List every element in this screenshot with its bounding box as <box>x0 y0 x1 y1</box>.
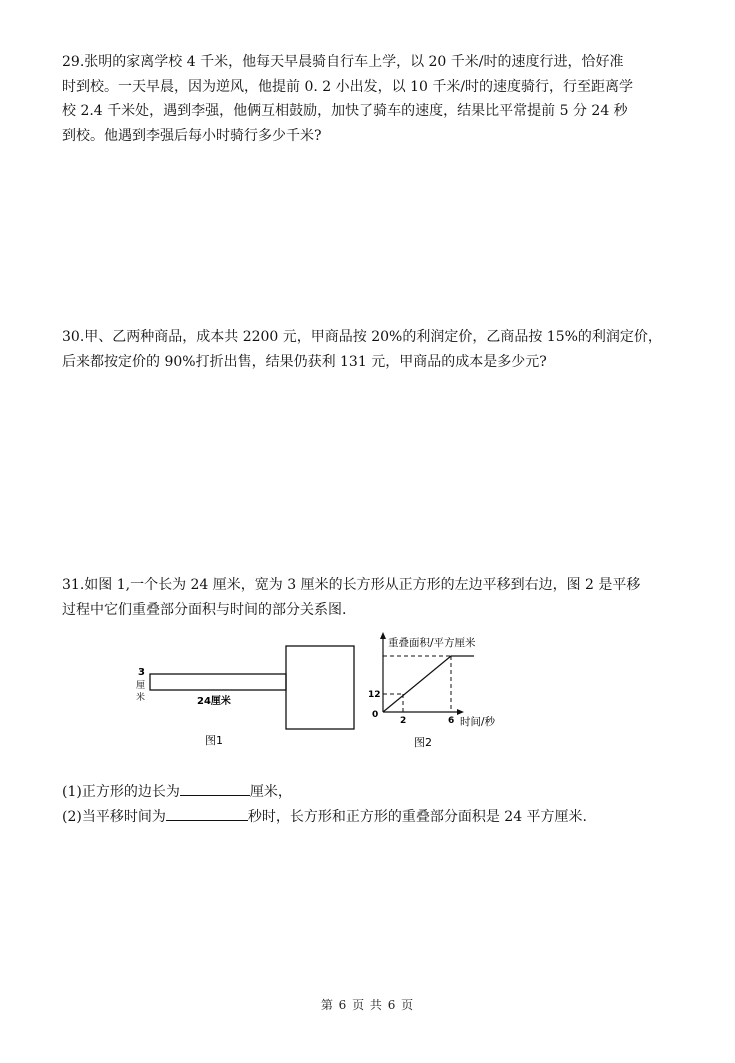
question-30-line: 后来都按定价的 90%打折出售，结果仍获利 131 元，甲商品的成本是多少元? <box>62 353 547 370</box>
question-29-line: 29.张明的家离学校 4 千米，他每天早晨骑自行车上学，以 20 千米/时的速度行进，恰好准 <box>62 54 624 70</box>
figure-2-graph <box>362 630 512 752</box>
square-shape <box>286 646 354 729</box>
y-axis-label: 重叠面积/平方厘米 <box>388 637 476 649</box>
question-30-line: 30.甲、乙两种商品，成本共 2200 元，甲商品按 20%的利润定价，乙商品按 15%的利润定价， <box>62 329 662 345</box>
x-tick-label: 2 <box>400 716 407 726</box>
rectangle-shape <box>150 674 286 690</box>
sub-question-1-prefix: (1)正方形的边长为 <box>62 784 180 800</box>
origin-label: 0 <box>372 710 379 720</box>
width-label-unit: 米 <box>136 693 146 703</box>
answer-blank[interactable] <box>166 806 248 821</box>
question-31-line: 31.如图 1,一个长为 24 厘米，宽为 3 厘米的长方形从正方形的左边平移到右边，图 2 是平移 <box>62 577 641 593</box>
width-label-number: 3 <box>138 667 145 678</box>
sub-question-1 <box>62 781 292 801</box>
x-tick-label: 6 <box>448 716 455 726</box>
question-29-line: 时到校。一天早晨，因为逆风，他提前 0. 2 小出发，以 10 千米/时的速度骑行，行至距离学 <box>62 78 634 95</box>
figure-1-caption: 图1 <box>205 734 223 747</box>
x-axis-label: 时间/秒 <box>460 716 496 728</box>
sub-question-2-prefix: (2)当平移时间为 <box>62 809 166 825</box>
answer-blank[interactable] <box>180 781 250 796</box>
width-label-unit: 厘 <box>136 681 146 691</box>
y-axis-arrow-icon <box>380 632 386 639</box>
question-29-line: 到校。他遇到李强后每小时骑行多少千米? <box>62 127 322 144</box>
length-label: 24厘米 <box>197 696 231 707</box>
question-31-line: 过程中它们重叠部分面积与时间的部分关系图. <box>62 601 347 618</box>
sub-question-2 <box>62 806 587 826</box>
question-31 <box>62 573 641 622</box>
page-footer: 第 6 页 共 6 页 <box>320 998 415 1012</box>
area-time-line <box>383 656 474 712</box>
figure-2-caption: 图2 <box>414 736 432 749</box>
question-29 <box>62 50 634 148</box>
sub-question-2-suffix: 秒时，长方形和正方形的重叠部分面积是 24 平方厘米. <box>247 809 588 825</box>
question-29-line: 校 2.4 千米处，遇到李强，他俩互相鼓励，加快了骑车的速度，结果比平常提前 5 分 24 秒 <box>62 103 628 119</box>
x-axis-arrow-icon <box>457 709 464 715</box>
y-tick-label: 12 <box>368 690 381 700</box>
question-30 <box>62 325 662 374</box>
figure-1-diagram <box>135 640 360 750</box>
sub-question-1-suffix: 厘米， <box>249 784 292 800</box>
